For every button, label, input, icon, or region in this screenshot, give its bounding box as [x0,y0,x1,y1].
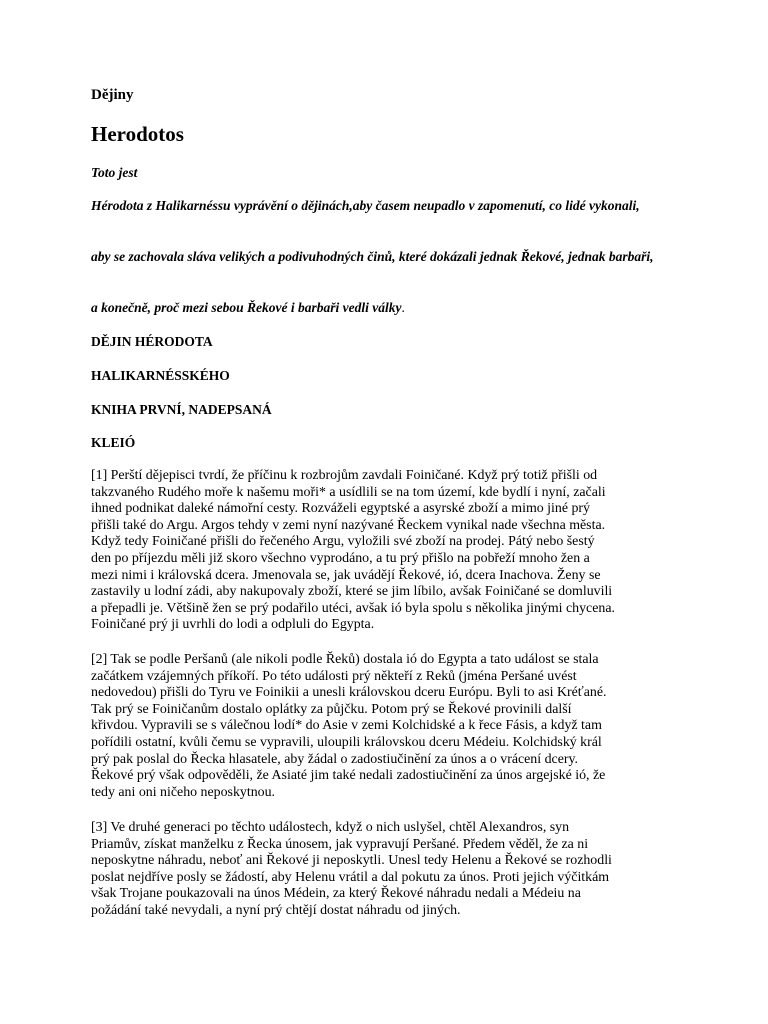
paragraph-2-line: [2] Tak se podle Peršanů (ale nikoli podle Řeků) dostala ió do Egypta a tato událost se stala [91,652,599,667]
paragraph-1-line: den po příjezdu měli již skoro všechno vyprodáno, a tu prý přišlo na pobřeží mnoho žen a [91,550,590,566]
paragraph-1 [91,468,695,634]
paragraph-1-line: zastavily u lodní zádi, aby nakupovaly zboží, které se jim líbilo, avšak Foiničané se domluvili [91,584,613,600]
intro-line-4-text: a konečně, proč mezi sebou Řekové i barbaři vedli války [91,300,402,315]
paragraph-3-line: neposkytne náhradu, neboť ani Řekové ji neposkytli. Unesl tedy Helenu a Řekové se rozhodli [91,853,612,869]
paragraph-2-line: začátkem vzájemných příkoří. Po této události prý někteří z Reků (jména Peršané uvést [91,668,577,684]
heading-kniha-prvni: KNIHA PRVNÍ, NADEPSANÁ [91,402,272,417]
paragraph-2-line: Řekové prý však odpověděli, že Asiaté jim také nedali zadostiučinění za únos argejské ió, že [91,768,606,784]
intro-line-4 [91,299,691,316]
paragraph-3-line: však Trojane poukazovali na únos Médein, za který Řekové náhradu nedali a Médeiu na [91,886,581,902]
paragraph-2-line: pořídili ostatní, kvůli čemu se vypravili, uloupili královskou dceru Médeiu. Kolchidský král [91,734,602,750]
intro-line-3: aby se zachovala sláva velikých a podivuhodných činů, které dokázali jednak Řekové, jednak barbaři, [91,249,654,264]
paragraph-1-line: Když tedy Foiničané přišli do řečeného Argu, vyložili své zboží na prodej. Pátý nebo šestý [91,534,595,550]
paragraph-2-line: Tak prý se Foiničanům dostalo oplátky za půjčku. Potom prý se Řekové provinili další [91,701,572,717]
intro-line-4-period: . [401,300,405,315]
paragraph-2-line: nedovedou) přišli do Tyru ve Foinikii a unesli královskou dceru Európu. Byli to asi Kréťané. [91,685,607,701]
paragraph-2 [91,652,695,801]
paragraph-3-line: požádání také nevydali, a nyní prý chtějí dostat náhradu od jiných. [91,902,461,918]
paragraph-1-line: ihned podnikat daleké námořní cesty. Rozváželi egyptské a asyrské zboží a mimo jiné prý [91,501,591,517]
paragraph-1-line: Foiničané prý ji uvrhli do lodi a odpluli do Egypta. [91,617,375,633]
paragraph-3 [91,820,695,920]
document-title: Herodotos [91,122,184,146]
paragraph-2-line: křivdou. Vypravili se s válečnou lodí* do Asie v zemi Kolchidské a k řece Fásis, a když tam [91,718,602,734]
document-label: Dějiny [91,87,134,103]
paragraph-3-line: [3] Ve druhé generaci po těchto událostech, když o nich uslyšel, chtěl Alexandros, syn [91,820,570,835]
paragraph-1-line: mezi nimi i královská dcera. Jmenovala se, jak uvádějí Řekové, ió, dcera Inachova. Ženy se [91,567,601,583]
heading-halikarnesskeho: HALIKARNÉSSKÉHO [91,368,230,383]
intro-line-1: Toto jest [91,165,138,180]
heading-dejin: DĚJIN HÉRODOTA [91,334,213,349]
paragraph-3-line: poslat nejdříve posly se žádostí, aby Helenu vrátil a dal pokutu za únos. Proti jejich výčitkám [91,869,610,885]
intro-line-2: Hérodota z Halikarnéssu vyprávění o dějinách,aby časem neupadlo v zapomenutí, co lidé vykonali, [91,198,640,213]
paragraph-2-line: prý pak poslal do Řecka hlasatele, aby žádal o zadostiučinění za únos a o vrácení dcery. [91,751,579,767]
paragraph-1-line: přišli také do Argu. Argos tehdy v zemi nyní nazývané Řeckem vynikal nade všechna města. [91,517,606,533]
paragraph-1-line: [1] Perští dějepisci tvrdí, že příčinu k rozbrojům zavdali Foiničané. Když prý totiž přišli od [91,468,598,483]
paragraph-2-line: tedy ani oni ničeho neposkytnou. [91,784,276,800]
paragraph-3-line: Priamův, získat manželku z Řecka únosem, jak vypravují Peršané. Předem věděl, že za ni [91,836,589,852]
heading-kleio: KLEIÓ [91,435,136,450]
paragraph-1-line: a přepadli je. Většině žen se prý podařilo utéci, avšak ió byla spolu s několika jinými chycena. [91,600,615,616]
paragraph-1-line: takzvaného Rudého moře k našemu moři* a usídlili se na tom území, kde bydlí i nyní, začali [91,484,606,500]
